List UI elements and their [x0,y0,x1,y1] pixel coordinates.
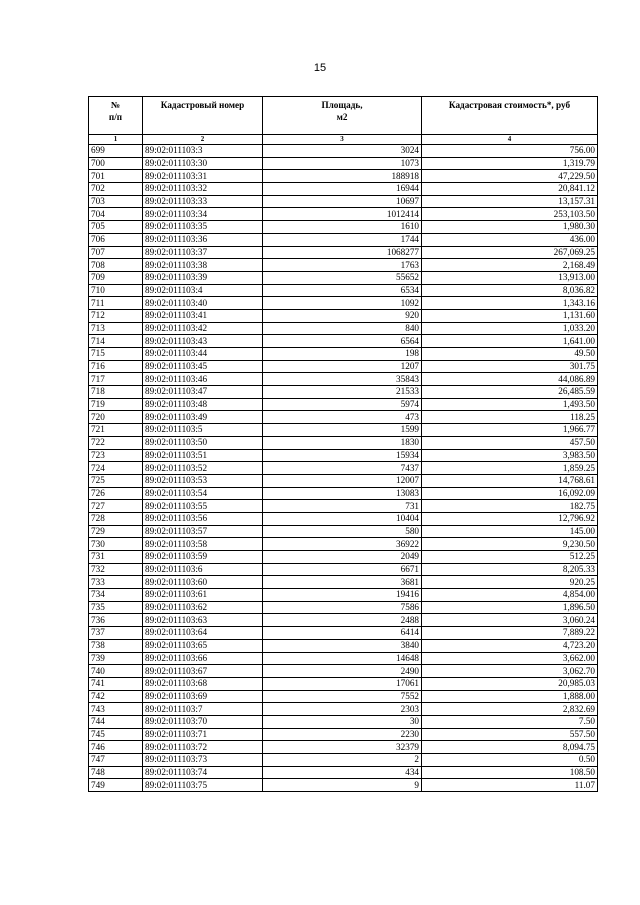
table-row [89,665,598,678]
area-cell: 12007 [263,474,422,487]
value-cell: 3,060.24 [422,614,598,627]
cadastral-number-cell: 89:02:011103:53 [143,474,263,487]
area-cell: 19416 [263,589,422,602]
table-row [89,284,598,297]
row-number-cell: 747 [89,754,143,767]
area-cell: 6671 [263,563,422,576]
value-cell: 49.50 [422,348,598,361]
value-cell: 4,854.00 [422,589,598,602]
area-cell: 1830 [263,436,422,449]
table-row [89,449,598,462]
row-number-cell: 708 [89,259,143,272]
area-cell: 32379 [263,741,422,754]
table-row [89,627,598,640]
row-number-cell: 720 [89,411,143,424]
row-number-cell: 724 [89,462,143,475]
area-cell: 3840 [263,639,422,652]
table-row [89,259,598,272]
value-cell: 920.25 [422,576,598,589]
row-number-cell: 737 [89,627,143,640]
row-number-cell: 709 [89,271,143,284]
value-cell: 2,168.49 [422,259,598,272]
area-cell: 188918 [263,170,422,183]
row-number-cell: 717 [89,373,143,386]
cadastral-number-cell: 89:02:011103:52 [143,462,263,475]
area-cell: 2230 [263,728,422,741]
row-number-cell: 723 [89,449,143,462]
table-row [89,766,598,779]
value-cell: 3,062.70 [422,665,598,678]
cadastral-number-cell: 89:02:011103:3 [143,145,263,158]
value-cell: 1,859.25 [422,462,598,475]
cadastral-number-cell: 89:02:011103:58 [143,538,263,551]
cadastral-number-cell: 89:02:011103:60 [143,576,263,589]
table-row [89,195,598,208]
area-cell: 731 [263,500,422,513]
cadastral-number-cell: 89:02:011103:35 [143,221,263,234]
value-cell: 7.50 [422,715,598,728]
row-number-cell: 727 [89,500,143,513]
area-cell: 13083 [263,487,422,500]
cadastral-number-cell: 89:02:011103:69 [143,690,263,703]
row-number-cell: 707 [89,246,143,259]
table-row [89,474,598,487]
area-cell: 580 [263,525,422,538]
area-cell: 6534 [263,284,422,297]
table-row [89,500,598,513]
row-number-cell: 704 [89,208,143,221]
area-cell: 30 [263,715,422,728]
value-cell: 1,896.50 [422,601,598,614]
cadastral-number-cell: 89:02:011103:56 [143,512,263,525]
value-cell: 12,796.92 [422,512,598,525]
row-number-cell: 702 [89,183,143,196]
row-number-cell: 719 [89,398,143,411]
cadastral-number-cell: 89:02:011103:7 [143,703,263,716]
cadastral-number-cell: 89:02:011103:72 [143,741,263,754]
value-cell: 7,889.22 [422,627,598,640]
table-row [89,386,598,399]
area-cell: 6564 [263,335,422,348]
table-row [89,436,598,449]
value-cell: 756.00 [422,145,598,158]
row-number-cell: 701 [89,170,143,183]
area-cell: 9 [263,779,422,792]
value-cell: 47,229.50 [422,170,598,183]
cadastral-number-cell: 89:02:011103:32 [143,183,263,196]
area-cell: 2 [263,754,422,767]
area-cell: 840 [263,322,422,335]
area-cell: 10404 [263,512,422,525]
cadastral-number-cell: 89:02:011103:47 [143,386,263,399]
table-row [89,741,598,754]
row-number-cell: 712 [89,309,143,322]
area-cell: 36922 [263,538,422,551]
column-number: 2 [143,135,263,145]
row-number-cell: 729 [89,525,143,538]
value-cell: 1,641.00 [422,335,598,348]
value-cell: 8,094.75 [422,741,598,754]
value-cell: 1,966.77 [422,424,598,437]
row-number-cell: 745 [89,728,143,741]
cadastral-number-cell: 89:02:011103:70 [143,715,263,728]
table-row [89,183,598,196]
area-cell: 1092 [263,297,422,310]
row-number-cell: 733 [89,576,143,589]
area-cell: 1073 [263,157,422,170]
value-cell: 8,036.82 [422,284,598,297]
table-row [89,614,598,627]
area-cell: 10697 [263,195,422,208]
cadastral-number-cell: 89:02:011103:33 [143,195,263,208]
row-number-cell: 721 [89,424,143,437]
cadastral-number-cell: 89:02:011103:5 [143,424,263,437]
value-cell: 512.25 [422,551,598,564]
table-row [89,360,598,373]
value-cell: 301.75 [422,360,598,373]
table-row [89,779,598,792]
cadastral-number-cell: 89:02:011103:34 [143,208,263,221]
row-number-cell: 710 [89,284,143,297]
value-cell: 1,493.50 [422,398,598,411]
area-cell: 1012414 [263,208,422,221]
table-row [89,335,598,348]
row-number-cell: 726 [89,487,143,500]
table-row [89,639,598,652]
cadastral-number-cell: 89:02:011103:61 [143,589,263,602]
value-cell: 436.00 [422,233,598,246]
cadastral-number-cell: 89:02:011103:45 [143,360,263,373]
cadastral-number-cell: 89:02:011103:62 [143,601,263,614]
column-number: 4 [422,135,598,145]
table-row [89,525,598,538]
table-row [89,221,598,234]
table-row [89,348,598,361]
header-row-number: № п/п [89,97,143,135]
table-row [89,246,598,259]
cadastral-number-cell: 89:02:011103:55 [143,500,263,513]
table-row [89,728,598,741]
table-row [89,462,598,475]
table-row [89,322,598,335]
value-cell: 182.75 [422,500,598,513]
row-number-cell: 746 [89,741,143,754]
value-cell: 16,092.09 [422,487,598,500]
value-cell: 8,205.33 [422,563,598,576]
area-cell: 35843 [263,373,422,386]
cadastral-number-cell: 89:02:011103:74 [143,766,263,779]
cadastral-number-cell: 89:02:011103:43 [143,335,263,348]
table-row [89,754,598,767]
row-number-cell: 725 [89,474,143,487]
header-area: Площадь, м2 [263,97,422,135]
value-cell: 44,086.89 [422,373,598,386]
cadastral-number-cell: 89:02:011103:6 [143,563,263,576]
column-number-row [89,135,598,145]
value-cell: 145.00 [422,525,598,538]
row-number-cell: 743 [89,703,143,716]
value-cell: 4,723.20 [422,639,598,652]
table-row [89,424,598,437]
table-row [89,690,598,703]
column-number: 1 [89,135,143,145]
area-cell: 17061 [263,677,422,690]
table-row [89,551,598,564]
table-row [89,271,598,284]
table-row [89,411,598,424]
row-number-cell: 734 [89,589,143,602]
area-cell: 5974 [263,398,422,411]
cadastral-number-cell: 89:02:011103:49 [143,411,263,424]
row-number-cell: 728 [89,512,143,525]
column-number: 3 [263,135,422,145]
cadastral-number-cell: 89:02:011103:40 [143,297,263,310]
cadastral-number-cell: 89:02:011103:50 [143,436,263,449]
cadastral-number-cell: 89:02:011103:68 [143,677,263,690]
table-row [89,309,598,322]
value-cell: 20,985.03 [422,677,598,690]
value-cell: 108.50 [422,766,598,779]
table-row [89,297,598,310]
value-cell: 267,069.25 [422,246,598,259]
cadastral-number-cell: 89:02:011103:57 [143,525,263,538]
row-number-cell: 705 [89,221,143,234]
table-row [89,398,598,411]
table-row [89,677,598,690]
value-cell: 9,230.50 [422,538,598,551]
row-number-cell: 718 [89,386,143,399]
cadastral-number-cell: 89:02:011103:4 [143,284,263,297]
cadastral-number-cell: 89:02:011103:44 [143,348,263,361]
table-row [89,715,598,728]
value-cell: 118.25 [422,411,598,424]
area-cell: 7586 [263,601,422,614]
table-row [89,652,598,665]
value-cell: 26,485.59 [422,386,598,399]
cadastral-number-cell: 89:02:011103:48 [143,398,263,411]
area-cell: 1610 [263,221,422,234]
row-number-cell: 700 [89,157,143,170]
area-cell: 3024 [263,145,422,158]
cadastral-number-cell: 89:02:011103:30 [143,157,263,170]
table-row [89,512,598,525]
table-row [89,208,598,221]
area-cell: 2490 [263,665,422,678]
area-cell: 14648 [263,652,422,665]
cadastral-number-cell: 89:02:011103:51 [143,449,263,462]
area-cell: 434 [263,766,422,779]
row-number-cell: 715 [89,348,143,361]
row-number-cell: 742 [89,690,143,703]
value-cell: 1,033.20 [422,322,598,335]
header-cadastral-number: Кадастровый номер [143,97,263,135]
value-cell: 2,832.69 [422,703,598,716]
value-cell: 457.50 [422,436,598,449]
value-cell: 1,319.79 [422,157,598,170]
row-number-cell: 749 [89,779,143,792]
row-number-cell: 699 [89,145,143,158]
row-number-cell: 739 [89,652,143,665]
cadastral-number-cell: 89:02:011103:71 [143,728,263,741]
area-cell: 1763 [263,259,422,272]
row-number-cell: 703 [89,195,143,208]
area-cell: 1068277 [263,246,422,259]
cadastral-number-cell: 89:02:011103:66 [143,652,263,665]
cadastral-number-cell: 89:02:011103:31 [143,170,263,183]
area-cell: 473 [263,411,422,424]
value-cell: 13,913.00 [422,271,598,284]
table-row [89,487,598,500]
cadastral-number-cell: 89:02:011103:37 [143,246,263,259]
area-cell: 1599 [263,424,422,437]
area-cell: 6414 [263,627,422,640]
table-row [89,170,598,183]
area-cell: 1744 [263,233,422,246]
cadastral-number-cell: 89:02:011103:46 [143,373,263,386]
row-number-cell: 714 [89,335,143,348]
table-row [89,589,598,602]
cadastral-number-cell: 89:02:011103:39 [143,271,263,284]
area-cell: 21533 [263,386,422,399]
header-cadastral-value: Кадастровая стоимость*, руб [422,97,598,135]
value-cell: 0.50 [422,754,598,767]
value-cell: 253,103.50 [422,208,598,221]
table-row [89,373,598,386]
cadastral-number-cell: 89:02:011103:75 [143,779,263,792]
area-cell: 1207 [263,360,422,373]
row-number-cell: 738 [89,639,143,652]
row-number-cell: 740 [89,665,143,678]
value-cell: 1,131.60 [422,309,598,322]
area-cell: 7437 [263,462,422,475]
table-row [89,576,598,589]
area-cell: 7552 [263,690,422,703]
cadastral-table [88,96,598,792]
table-row [89,157,598,170]
area-cell: 2049 [263,551,422,564]
cadastral-number-cell: 89:02:011103:42 [143,322,263,335]
table-row [89,233,598,246]
area-cell: 3681 [263,576,422,589]
cadastral-number-cell: 89:02:011103:64 [143,627,263,640]
row-number-cell: 716 [89,360,143,373]
value-cell: 20,841.12 [422,183,598,196]
table-header-row [89,97,598,135]
value-cell: 1,888.00 [422,690,598,703]
row-number-cell: 706 [89,233,143,246]
row-number-cell: 711 [89,297,143,310]
value-cell: 14,768.61 [422,474,598,487]
cadastral-number-cell: 89:02:011103:67 [143,665,263,678]
area-cell: 55652 [263,271,422,284]
value-cell: 13,157.31 [422,195,598,208]
row-number-cell: 748 [89,766,143,779]
row-number-cell: 731 [89,551,143,564]
cadastral-number-cell: 89:02:011103:73 [143,754,263,767]
cadastral-number-cell: 89:02:011103:65 [143,639,263,652]
row-number-cell: 730 [89,538,143,551]
table-row [89,703,598,716]
page-number: 15 [313,62,327,74]
table-row [89,538,598,551]
area-cell: 15934 [263,449,422,462]
cadastral-number-cell: 89:02:011103:41 [143,309,263,322]
row-number-cell: 713 [89,322,143,335]
area-cell: 16944 [263,183,422,196]
row-number-cell: 732 [89,563,143,576]
area-cell: 2488 [263,614,422,627]
area-cell: 198 [263,348,422,361]
cadastral-number-cell: 89:02:011103:36 [143,233,263,246]
table-row [89,563,598,576]
cadastral-number-cell: 89:02:011103:59 [143,551,263,564]
area-cell: 920 [263,309,422,322]
cadastral-number-cell: 89:02:011103:54 [143,487,263,500]
row-number-cell: 744 [89,715,143,728]
cadastral-number-cell: 89:02:011103:63 [143,614,263,627]
table-row [89,601,598,614]
table-row [89,145,598,158]
value-cell: 1,980.30 [422,221,598,234]
cadastral-number-cell: 89:02:011103:38 [143,259,263,272]
value-cell: 11.07 [422,779,598,792]
row-number-cell: 735 [89,601,143,614]
row-number-cell: 736 [89,614,143,627]
area-cell: 2303 [263,703,422,716]
row-number-cell: 741 [89,677,143,690]
value-cell: 3,983.50 [422,449,598,462]
value-cell: 557.50 [422,728,598,741]
value-cell: 3,662.00 [422,652,598,665]
row-number-cell: 722 [89,436,143,449]
value-cell: 1,343.16 [422,297,598,310]
